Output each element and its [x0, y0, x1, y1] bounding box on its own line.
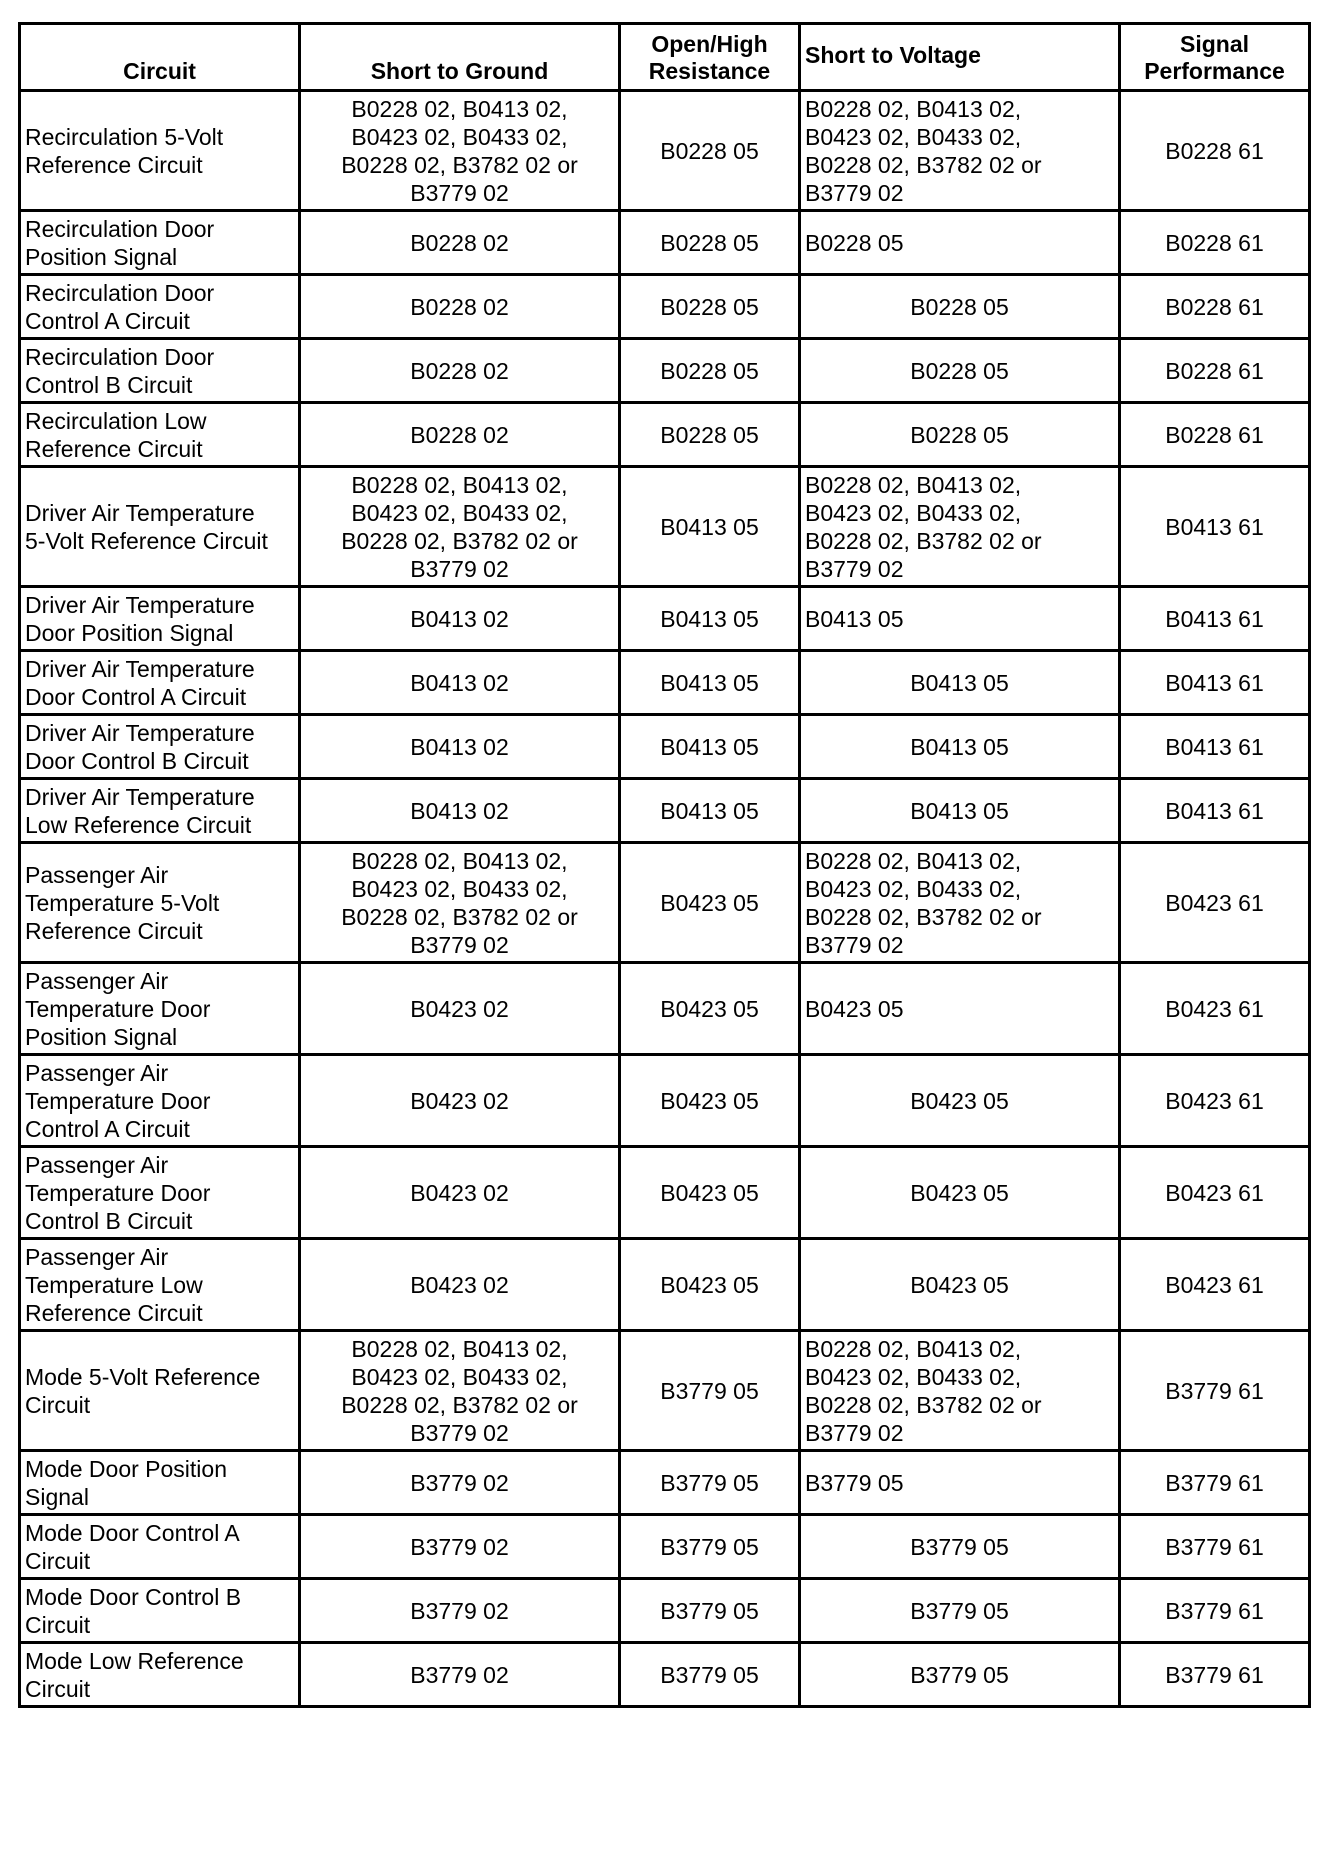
cell-short-to-voltage-line: B0228 02, B0413 02, — [805, 471, 1022, 498]
cell-signal-performance — [1120, 403, 1310, 467]
cell-circuit-line: Circuit — [25, 1391, 91, 1418]
cell-short-to-voltage-line: B0228 02, B0413 02, — [805, 847, 1022, 874]
cell-circuit-line: Control A Circuit — [25, 307, 190, 334]
cell-short-to-voltage — [800, 1055, 1120, 1147]
header-short-to-ground-label: Short to Ground — [370, 58, 549, 84]
cell-short-to-ground — [300, 715, 620, 779]
cell-short-to-ground — [300, 1331, 620, 1451]
cell-circuit-line: Low Reference Circuit — [25, 811, 252, 838]
cell-open-high-resistance-value: B0423 05 — [660, 995, 759, 1022]
cell-short-to-voltage-line: B3779 02 — [805, 931, 904, 958]
cell-open-high-resistance-value: B3779 05 — [660, 1469, 759, 1496]
cell-open-high-resistance — [620, 339, 800, 403]
cell-open-high-resistance — [620, 91, 800, 211]
cell-signal-performance-value: B0228 61 — [1165, 229, 1264, 256]
cell-circuit-line: Recirculation Door — [25, 215, 215, 242]
cell-short-to-ground — [300, 963, 620, 1055]
cell-short-to-ground — [300, 1579, 620, 1643]
cell-short-to-voltage-line: B0228 05 — [805, 229, 904, 256]
cell-circuit — [20, 1147, 300, 1239]
cell-short-to-ground-line: B0228 02, B3782 02 or — [341, 903, 578, 930]
cell-short-to-voltage — [800, 467, 1120, 587]
cell-open-high-resistance-value: B0228 05 — [660, 137, 759, 164]
cell-short-to-voltage-line: B0413 05 — [910, 669, 1009, 696]
cell-open-high-resistance — [620, 1515, 800, 1579]
cell-open-high-resistance — [620, 587, 800, 651]
cell-signal-performance — [1120, 1579, 1310, 1643]
cell-short-to-voltage-line: B3779 02 — [805, 555, 904, 582]
cell-signal-performance-value: B0228 61 — [1165, 137, 1264, 164]
cell-circuit — [20, 1331, 300, 1451]
cell-circuit-line: Mode 5-Volt Reference — [25, 1363, 261, 1390]
cell-short-to-ground-line: B0228 02, B3782 02 or — [341, 151, 578, 178]
cell-circuit-line: Driver Air Temperature — [25, 655, 255, 682]
cell-open-high-resistance-value: B0423 05 — [660, 1179, 759, 1206]
cell-short-to-ground — [300, 403, 620, 467]
cell-open-high-resistance-value: B0228 05 — [660, 421, 759, 448]
cell-short-to-ground-line: B3779 02 — [410, 931, 509, 958]
cell-circuit-line: Temperature Door — [25, 1087, 211, 1114]
cell-circuit-line: 5-Volt Reference Circuit — [25, 527, 268, 554]
cell-circuit — [20, 339, 300, 403]
table-row — [20, 275, 1310, 339]
cell-circuit — [20, 1643, 300, 1707]
cell-signal-performance — [1120, 1147, 1310, 1239]
cell-signal-performance-value: B0423 61 — [1165, 1271, 1264, 1298]
cell-short-to-ground — [300, 91, 620, 211]
cell-short-to-voltage — [800, 91, 1120, 211]
cell-circuit-line: Driver Air Temperature — [25, 719, 255, 746]
cell-short-to-voltage-line: B0423 05 — [910, 1179, 1009, 1206]
cell-signal-performance — [1120, 779, 1310, 843]
table-row — [20, 963, 1310, 1055]
table-row — [20, 1643, 1310, 1707]
cell-short-to-ground-line: B0228 02, B0413 02, — [351, 471, 568, 498]
cell-short-to-ground-line: B0413 02 — [410, 605, 509, 632]
header-short-to-ground — [300, 24, 620, 91]
cell-circuit-line: Circuit — [25, 1675, 91, 1702]
cell-short-to-voltage — [800, 1239, 1120, 1331]
cell-circuit-line: Temperature Door — [25, 1179, 211, 1206]
cell-short-to-ground — [300, 467, 620, 587]
cell-short-to-voltage — [800, 843, 1120, 963]
cell-short-to-voltage-line: B3779 02 — [805, 179, 904, 206]
cell-circuit — [20, 467, 300, 587]
cell-signal-performance — [1120, 1055, 1310, 1147]
cell-short-to-voltage — [800, 339, 1120, 403]
cell-signal-performance-value: B0423 61 — [1165, 995, 1264, 1022]
circuit-dtc-table — [18, 22, 1311, 1708]
cell-open-high-resistance — [620, 211, 800, 275]
cell-signal-performance-value: B0413 61 — [1165, 605, 1264, 632]
cell-circuit-line: Driver Air Temperature — [25, 499, 255, 526]
cell-short-to-ground — [300, 779, 620, 843]
cell-signal-performance-value: B3779 61 — [1165, 1533, 1264, 1560]
cell-short-to-ground-line: B0413 02 — [410, 733, 509, 760]
cell-short-to-voltage — [800, 275, 1120, 339]
cell-short-to-ground-line: B0423 02 — [410, 1271, 509, 1298]
cell-short-to-voltage-line: B0228 02, B3782 02 or — [805, 151, 1042, 178]
cell-short-to-voltage-line: B0423 05 — [805, 995, 904, 1022]
header-signal-performance — [1120, 24, 1310, 91]
header-short-to-voltage-label: Short to Voltage — [805, 41, 981, 68]
cell-short-to-ground-line: B0423 02 — [410, 1179, 509, 1206]
cell-short-to-voltage-line: B0228 02, B0413 02, — [805, 95, 1022, 122]
cell-circuit-line: Door Control A Circuit — [25, 683, 247, 710]
cell-circuit-line: Door Position Signal — [25, 619, 234, 646]
cell-open-high-resistance-value: B3779 05 — [660, 1533, 759, 1560]
cell-circuit — [20, 1515, 300, 1579]
cell-short-to-voltage — [800, 779, 1120, 843]
cell-open-high-resistance-value: B0413 05 — [660, 605, 759, 632]
cell-circuit-line: Recirculation Door — [25, 279, 215, 306]
cell-open-high-resistance — [620, 963, 800, 1055]
cell-open-high-resistance — [620, 843, 800, 963]
cell-short-to-voltage-line: B0423 02, B0433 02, — [805, 1363, 1022, 1390]
table-row — [20, 1331, 1310, 1451]
table-row — [20, 339, 1310, 403]
cell-circuit — [20, 275, 300, 339]
cell-short-to-voltage — [800, 403, 1120, 467]
cell-open-high-resistance — [620, 1579, 800, 1643]
cell-open-high-resistance-value: B0423 05 — [660, 889, 759, 916]
header-open-label-line1: Open/High — [651, 31, 768, 57]
cell-circuit-line: Driver Air Temperature — [25, 783, 255, 810]
cell-short-to-ground — [300, 211, 620, 275]
cell-short-to-ground-line: B3779 02 — [410, 1597, 509, 1624]
table-row — [20, 403, 1310, 467]
cell-short-to-voltage-line: B0413 05 — [805, 605, 904, 632]
cell-signal-performance — [1120, 1643, 1310, 1707]
table-row — [20, 211, 1310, 275]
cell-signal-performance — [1120, 211, 1310, 275]
dtc-table-page — [18, 22, 1308, 1708]
cell-circuit — [20, 715, 300, 779]
header-row — [20, 24, 1310, 91]
cell-circuit — [20, 587, 300, 651]
cell-open-high-resistance — [620, 403, 800, 467]
cell-short-to-ground-line: B0423 02 — [410, 1087, 509, 1114]
cell-circuit-line: Reference Circuit — [25, 917, 203, 944]
cell-signal-performance-value: B0228 61 — [1165, 357, 1264, 384]
header-signal-label-line1: Signal — [1179, 31, 1249, 57]
cell-open-high-resistance-value: B0228 05 — [660, 357, 759, 384]
cell-open-high-resistance-value: B0423 05 — [660, 1087, 759, 1114]
cell-short-to-voltage-line: B3779 05 — [910, 1597, 1009, 1624]
cell-short-to-voltage-line: B0423 05 — [910, 1087, 1009, 1114]
table-row — [20, 467, 1310, 587]
table-row — [20, 1579, 1310, 1643]
cell-signal-performance — [1120, 1331, 1310, 1451]
cell-open-high-resistance — [620, 1451, 800, 1515]
cell-short-to-ground-line: B0423 02 — [410, 995, 509, 1022]
cell-circuit-line: Temperature 5-Volt — [25, 889, 220, 916]
cell-short-to-ground-line: B0228 02, B0413 02, — [351, 847, 568, 874]
cell-circuit-line: Circuit — [25, 1547, 91, 1574]
cell-short-to-voltage — [800, 1147, 1120, 1239]
cell-short-to-ground-line: B0228 02, B3782 02 or — [341, 1391, 578, 1418]
cell-open-high-resistance-value: B3779 05 — [660, 1597, 759, 1624]
cell-signal-performance — [1120, 1515, 1310, 1579]
cell-short-to-voltage-line: B3779 05 — [910, 1661, 1009, 1688]
cell-short-to-ground-line: B0423 02, B0433 02, — [351, 499, 568, 526]
cell-short-to-voltage — [800, 1331, 1120, 1451]
header-circuit-label: Circuit — [123, 58, 196, 84]
cell-signal-performance-value: B0228 61 — [1165, 421, 1264, 448]
cell-open-high-resistance-value: B3779 05 — [660, 1377, 759, 1404]
cell-signal-performance — [1120, 1239, 1310, 1331]
header-short-to-voltage — [800, 24, 1120, 91]
cell-signal-performance-value: B0413 61 — [1165, 733, 1264, 760]
cell-short-to-voltage-line: B0423 02, B0433 02, — [805, 499, 1022, 526]
cell-short-to-ground-line: B0228 02, B3782 02 or — [341, 527, 578, 554]
cell-signal-performance-value: B0413 61 — [1165, 513, 1264, 540]
table-row — [20, 91, 1310, 211]
table-row — [20, 1055, 1310, 1147]
cell-short-to-voltage — [800, 587, 1120, 651]
cell-short-to-ground-line: B0423 02, B0433 02, — [351, 123, 568, 150]
cell-short-to-voltage-line: B0413 05 — [910, 733, 1009, 760]
cell-short-to-ground — [300, 1515, 620, 1579]
cell-signal-performance — [1120, 651, 1310, 715]
cell-signal-performance — [1120, 467, 1310, 587]
cell-open-high-resistance — [620, 779, 800, 843]
table-row — [20, 1515, 1310, 1579]
cell-circuit-line: Position Signal — [25, 243, 178, 270]
cell-circuit — [20, 403, 300, 467]
cell-signal-performance-value: B3779 61 — [1165, 1469, 1264, 1496]
cell-open-high-resistance — [620, 1643, 800, 1707]
cell-short-to-ground — [300, 587, 620, 651]
cell-short-to-ground-line: B0423 02, B0433 02, — [351, 875, 568, 902]
cell-short-to-voltage-line: B0228 02, B3782 02 or — [805, 527, 1042, 554]
cell-open-high-resistance — [620, 275, 800, 339]
cell-short-to-voltage — [800, 1515, 1120, 1579]
cell-short-to-ground-line: B0228 02 — [410, 293, 509, 320]
cell-short-to-ground-line: B3779 02 — [410, 179, 509, 206]
cell-open-high-resistance — [620, 651, 800, 715]
cell-circuit — [20, 651, 300, 715]
cell-short-to-ground — [300, 1451, 620, 1515]
cell-signal-performance — [1120, 339, 1310, 403]
cell-open-high-resistance-value: B3779 05 — [660, 1661, 759, 1688]
cell-open-high-resistance-value: B0413 05 — [660, 733, 759, 760]
cell-circuit-line: Control B Circuit — [25, 371, 193, 398]
cell-short-to-voltage — [800, 715, 1120, 779]
cell-open-high-resistance-value: B0228 05 — [660, 229, 759, 256]
cell-short-to-ground-line: B0228 02 — [410, 357, 509, 384]
cell-circuit-line: Circuit — [25, 1611, 91, 1638]
cell-signal-performance-value: B0423 61 — [1165, 1179, 1264, 1206]
cell-short-to-ground-line: B0423 02, B0433 02, — [351, 1363, 568, 1390]
cell-short-to-ground-line: B0228 02, B0413 02, — [351, 95, 568, 122]
cell-open-high-resistance-value: B0228 05 — [660, 293, 759, 320]
cell-signal-performance-value: B0413 61 — [1165, 797, 1264, 824]
cell-open-high-resistance — [620, 1055, 800, 1147]
cell-short-to-voltage — [800, 963, 1120, 1055]
cell-signal-performance-value: B0228 61 — [1165, 293, 1264, 320]
cell-circuit-line: Mode Door Control A — [25, 1519, 240, 1546]
cell-circuit — [20, 1451, 300, 1515]
cell-short-to-voltage-line: B0423 02, B0433 02, — [805, 123, 1022, 150]
cell-circuit — [20, 1239, 300, 1331]
table-row — [20, 779, 1310, 843]
table-row — [20, 843, 1310, 963]
cell-short-to-voltage-line: B0423 02, B0433 02, — [805, 875, 1022, 902]
cell-short-to-ground — [300, 651, 620, 715]
cell-circuit-line: Reference Circuit — [25, 435, 203, 462]
cell-short-to-ground — [300, 1239, 620, 1331]
cell-short-to-voltage-line: B0228 05 — [910, 357, 1009, 384]
cell-circuit-line: Temperature Door — [25, 995, 211, 1022]
cell-signal-performance-value: B3779 61 — [1165, 1377, 1264, 1404]
cell-circuit — [20, 843, 300, 963]
cell-circuit-line: Passenger Air — [25, 1059, 169, 1086]
cell-signal-performance — [1120, 963, 1310, 1055]
table-header — [20, 24, 1310, 91]
cell-circuit — [20, 1579, 300, 1643]
cell-circuit-line: Signal — [25, 1483, 89, 1510]
cell-short-to-ground-line: B0228 02 — [410, 229, 509, 256]
cell-circuit — [20, 779, 300, 843]
cell-circuit — [20, 91, 300, 211]
header-signal-label-line2: Performance — [1144, 58, 1285, 84]
cell-short-to-voltage-line: B3779 05 — [805, 1469, 904, 1496]
cell-short-to-ground-line: B3779 02 — [410, 1661, 509, 1688]
cell-open-high-resistance-value: B0413 05 — [660, 513, 759, 540]
cell-open-high-resistance — [620, 467, 800, 587]
table-row — [20, 1147, 1310, 1239]
cell-signal-performance — [1120, 843, 1310, 963]
cell-open-high-resistance-value: B0413 05 — [660, 797, 759, 824]
cell-short-to-voltage-line: B0228 05 — [910, 421, 1009, 448]
table-row — [20, 587, 1310, 651]
table-row — [20, 1239, 1310, 1331]
table-body — [20, 91, 1310, 1707]
cell-circuit-line: Passenger Air — [25, 1151, 169, 1178]
cell-open-high-resistance — [620, 1239, 800, 1331]
cell-signal-performance — [1120, 587, 1310, 651]
table-row — [20, 715, 1310, 779]
cell-short-to-voltage — [800, 1451, 1120, 1515]
cell-short-to-ground-line: B3779 02 — [410, 1419, 509, 1446]
cell-circuit — [20, 211, 300, 275]
cell-circuit-line: Temperature Low — [25, 1271, 203, 1298]
cell-open-high-resistance — [620, 1147, 800, 1239]
header-circuit — [20, 24, 300, 91]
cell-circuit — [20, 963, 300, 1055]
cell-short-to-ground — [300, 1147, 620, 1239]
cell-circuit-line: Reference Circuit — [25, 1299, 203, 1326]
cell-short-to-ground-line: B0413 02 — [410, 669, 509, 696]
cell-circuit-line: Passenger Air — [25, 967, 169, 994]
cell-short-to-ground-line: B0228 02, B0413 02, — [351, 1335, 568, 1362]
cell-short-to-voltage-line: B3779 02 — [805, 1419, 904, 1446]
cell-circuit-line: Control B Circuit — [25, 1207, 193, 1234]
cell-short-to-voltage-line: B0228 02, B3782 02 or — [805, 903, 1042, 930]
cell-circuit-line: Recirculation Low — [25, 407, 207, 434]
cell-signal-performance-value: B0423 61 — [1165, 889, 1264, 916]
cell-open-high-resistance-value: B0423 05 — [660, 1271, 759, 1298]
cell-short-to-ground — [300, 1643, 620, 1707]
cell-circuit-line: Reference Circuit — [25, 151, 203, 178]
cell-signal-performance — [1120, 275, 1310, 339]
cell-short-to-voltage — [800, 211, 1120, 275]
cell-open-high-resistance-value: B0413 05 — [660, 669, 759, 696]
cell-open-high-resistance — [620, 715, 800, 779]
cell-short-to-ground — [300, 1055, 620, 1147]
cell-short-to-voltage-line: B0228 05 — [910, 293, 1009, 320]
cell-short-to-voltage — [800, 1643, 1120, 1707]
cell-signal-performance-value: B3779 61 — [1165, 1661, 1264, 1688]
cell-signal-performance-value: B3779 61 — [1165, 1597, 1264, 1624]
cell-short-to-ground-line: B3779 02 — [410, 555, 509, 582]
table-row — [20, 651, 1310, 715]
cell-short-to-voltage-line: B0423 05 — [910, 1271, 1009, 1298]
cell-short-to-ground — [300, 339, 620, 403]
cell-short-to-voltage — [800, 1579, 1120, 1643]
cell-circuit-line: Mode Door Control B — [25, 1583, 242, 1610]
cell-short-to-ground — [300, 275, 620, 339]
cell-short-to-ground — [300, 843, 620, 963]
cell-circuit-line: Position Signal — [25, 1023, 178, 1050]
cell-circuit-line: Control A Circuit — [25, 1115, 190, 1142]
cell-circuit-line: Mode Door Position — [25, 1455, 227, 1482]
cell-circuit-line: Driver Air Temperature — [25, 591, 255, 618]
cell-short-to-voltage-line: B0228 02, B0413 02, — [805, 1335, 1022, 1362]
cell-circuit-line: Mode Low Reference — [25, 1647, 244, 1674]
cell-short-to-ground-line: B0228 02 — [410, 421, 509, 448]
cell-circuit-line: Passenger Air — [25, 1243, 169, 1270]
cell-signal-performance-value: B0413 61 — [1165, 669, 1264, 696]
cell-open-high-resistance — [620, 1331, 800, 1451]
table-row — [20, 1451, 1310, 1515]
cell-circuit-line: Passenger Air — [25, 861, 169, 888]
cell-short-to-ground-line: B3779 02 — [410, 1469, 509, 1496]
cell-circuit — [20, 1055, 300, 1147]
cell-circuit-line: Door Control B Circuit — [25, 747, 249, 774]
cell-signal-performance-value: B0423 61 — [1165, 1087, 1264, 1114]
cell-short-to-voltage — [800, 651, 1120, 715]
header-open-high-resistance — [620, 24, 800, 91]
cell-signal-performance — [1120, 715, 1310, 779]
cell-short-to-ground-line: B0413 02 — [410, 797, 509, 824]
cell-short-to-voltage-line: B0413 05 — [910, 797, 1009, 824]
header-open-label-line2: Resistance — [648, 58, 771, 84]
cell-short-to-voltage-line: B0228 02, B3782 02 or — [805, 1391, 1042, 1418]
cell-signal-performance — [1120, 91, 1310, 211]
cell-signal-performance — [1120, 1451, 1310, 1515]
cell-short-to-voltage-line: B3779 05 — [910, 1533, 1009, 1560]
cell-circuit-line: Recirculation Door — [25, 343, 215, 370]
cell-circuit-line: Recirculation 5-Volt — [25, 123, 224, 150]
cell-short-to-ground-line: B3779 02 — [410, 1533, 509, 1560]
